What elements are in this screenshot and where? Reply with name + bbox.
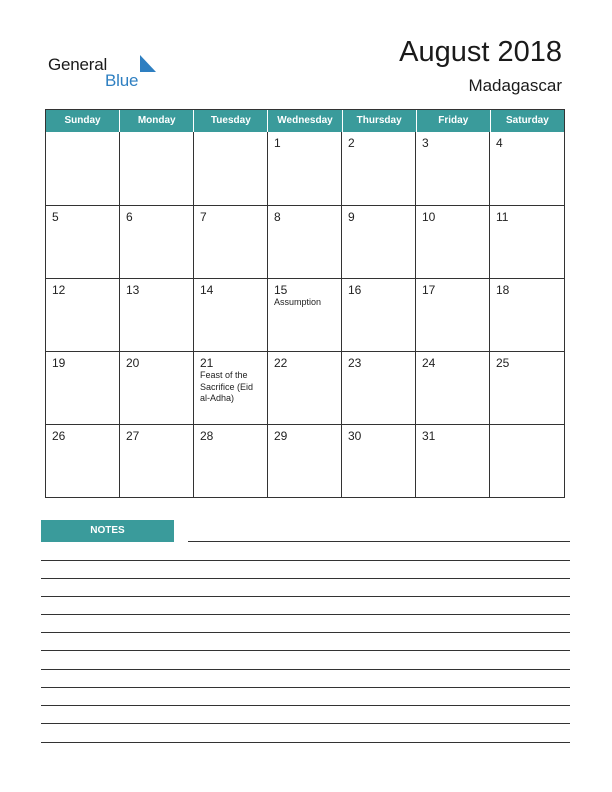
weekday-wednesday: Wednesday — [268, 110, 342, 132]
day-number: 21 — [200, 356, 214, 370]
calendar-grid — [45, 109, 565, 498]
weekday-friday: Friday — [417, 110, 491, 132]
day-cell — [46, 132, 120, 205]
day-cell — [120, 278, 194, 351]
day-number: 8 — [274, 210, 281, 224]
day-cell — [194, 351, 268, 424]
day-number: 5 — [52, 210, 59, 224]
day-number: 11 — [496, 210, 509, 224]
day-number: 19 — [52, 356, 66, 370]
note-line — [41, 687, 570, 688]
day-cell — [490, 132, 564, 205]
day-number: 1 — [274, 136, 281, 150]
day-cell — [120, 351, 194, 424]
holiday-label: Assumption — [274, 297, 322, 307]
note-line — [41, 705, 570, 706]
day-cell — [268, 424, 342, 497]
logo-word-general: General — [48, 55, 108, 74]
day-number: 3 — [422, 136, 429, 150]
weekday-thursday: Thursday — [343, 110, 417, 132]
day-cell — [194, 132, 268, 205]
day-number: 29 — [274, 429, 288, 443]
day-cell — [416, 278, 490, 351]
day-number: 24 — [422, 356, 436, 370]
day-number: 30 — [348, 429, 362, 443]
day-number: 10 — [422, 210, 436, 224]
day-number: 18 — [496, 283, 510, 297]
day-number: 16 — [348, 283, 362, 297]
day-cell — [268, 205, 342, 278]
day-cell — [46, 424, 120, 497]
day-cell — [342, 205, 416, 278]
note-line — [41, 632, 570, 633]
day-number: 2 — [348, 136, 355, 150]
day-cell — [342, 132, 416, 205]
notes-label: NOTES — [41, 520, 174, 542]
note-line — [41, 742, 570, 743]
logo-word-blue: Blue — [105, 71, 139, 90]
day-number: 20 — [126, 356, 140, 370]
note-line — [41, 560, 570, 561]
note-line — [41, 669, 570, 670]
note-line — [188, 541, 570, 542]
holiday-label: Feast of the Sacrifice (Eid al-Adha) — [200, 370, 254, 403]
day-cell — [120, 132, 194, 205]
day-cell — [490, 278, 564, 351]
day-number: 4 — [496, 136, 503, 150]
day-number: 22 — [274, 356, 288, 370]
day-number: 27 — [126, 429, 140, 443]
day-cell — [120, 424, 194, 497]
day-number: 12 — [52, 283, 66, 297]
day-cell — [342, 351, 416, 424]
weekday-sunday: Sunday — [46, 110, 120, 132]
day-cell — [416, 205, 490, 278]
day-number: 15 — [274, 283, 288, 297]
day-cell — [194, 424, 268, 497]
day-cells — [46, 132, 564, 497]
weekday-saturday: Saturday — [506, 115, 549, 126]
day-number: 9 — [348, 210, 355, 224]
weekday-tuesday: Tuesday — [194, 110, 268, 132]
day-number: 14 — [200, 283, 214, 297]
weekday-header — [46, 110, 564, 132]
day-number: 17 — [422, 283, 436, 297]
logo-flag-icon — [140, 55, 156, 72]
day-cell — [416, 424, 490, 497]
day-cell — [120, 205, 194, 278]
note-line — [41, 650, 570, 651]
day-cell — [46, 205, 120, 278]
note-line — [41, 614, 570, 615]
day-number: 26 — [52, 429, 66, 443]
day-cell — [194, 205, 268, 278]
day-cell — [342, 424, 416, 497]
day-cell — [490, 424, 564, 497]
logo — [48, 53, 148, 93]
day-number: 13 — [126, 283, 140, 297]
day-number: 28 — [200, 429, 214, 443]
day-number: 7 — [200, 210, 207, 224]
day-number: 31 — [422, 429, 436, 443]
day-cell — [490, 205, 564, 278]
weekday-monday: Monday — [120, 110, 194, 132]
note-line — [41, 723, 570, 724]
day-cell — [46, 278, 120, 351]
day-cell — [46, 351, 120, 424]
note-line — [41, 596, 570, 597]
calendar-country: Madagascar — [468, 76, 562, 95]
day-number: 25 — [496, 356, 510, 370]
day-cell — [268, 132, 342, 205]
day-cell — [194, 278, 268, 351]
day-cell — [416, 132, 490, 205]
day-cell — [268, 351, 342, 424]
day-cell — [268, 278, 342, 351]
note-line — [41, 578, 570, 579]
day-number: 23 — [348, 356, 362, 370]
day-cell — [416, 351, 490, 424]
day-number: 6 — [126, 210, 133, 224]
day-cell — [342, 278, 416, 351]
calendar-title: August 2018 — [399, 36, 562, 68]
day-cell — [490, 351, 564, 424]
